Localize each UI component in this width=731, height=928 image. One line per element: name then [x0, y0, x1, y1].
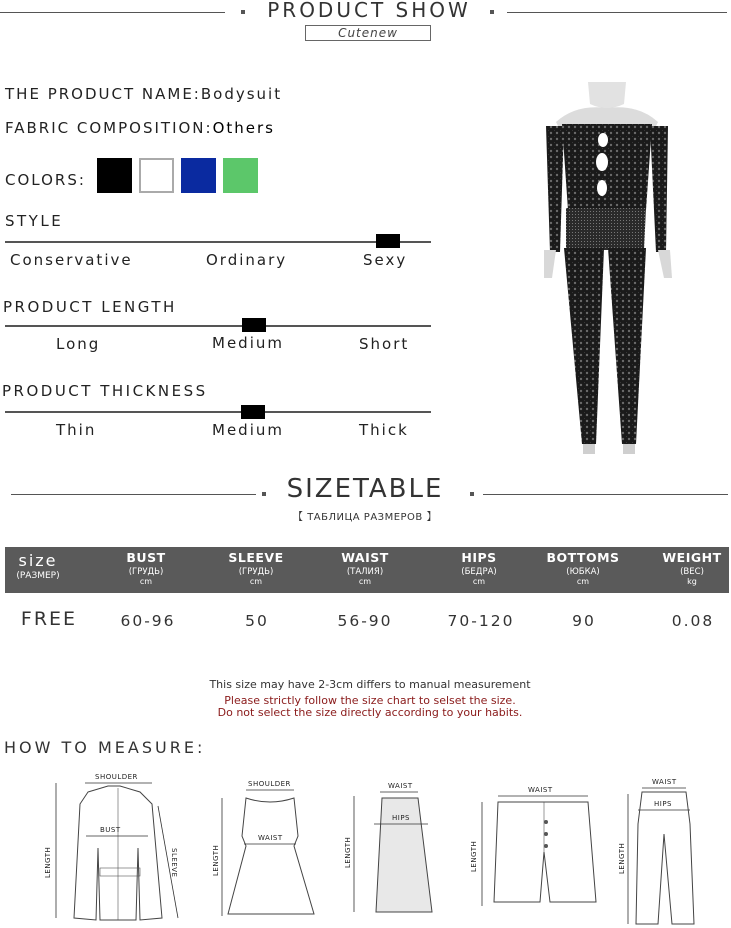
th-size-ru: (РАЗМЕР): [16, 571, 60, 581]
length-marker: [242, 318, 266, 332]
dress-length-label: LENGTH: [212, 844, 220, 876]
note-measurement: This size may have 2-3cm differs to manual measurement: [209, 678, 531, 691]
header-dot-left: [241, 10, 245, 14]
jacket-sleeve-label: SLEEVE: [170, 848, 178, 878]
length-title: PRODUCT LENGTH: [3, 298, 177, 316]
th-sleeve-unit: cm: [249, 577, 263, 586]
style-label-sexy: Sexy: [363, 251, 408, 269]
product-name-line: [5, 85, 282, 103]
thickness-label-thick: Thick: [359, 421, 409, 439]
sizetable-rule-left: [11, 494, 256, 495]
product-name-value: Bodysuit: [200, 85, 283, 103]
shorts-waist-label: WAIST: [528, 786, 553, 794]
sizetable-rule-right: [483, 494, 728, 495]
skirt-measure-diagram: [340, 778, 440, 918]
pants-measure-diagram: [612, 774, 712, 928]
th-size-label: size: [18, 551, 58, 570]
header-dot-right: [490, 10, 494, 14]
th-waist-unit: cm: [358, 577, 372, 586]
th-bust-unit: cm: [139, 577, 153, 586]
cell-size: FREE: [20, 608, 78, 630]
sizetable-title: SIZETABLE: [286, 474, 444, 504]
th-bottoms-name: BOTTOMS: [546, 550, 620, 565]
sizetable-dot-left: [262, 492, 266, 496]
sizetable-subtitle: 【 ТАБЛИЦА РАЗМЕРОВ 】: [293, 512, 437, 523]
cell-hips: 70-120: [447, 612, 515, 630]
skirt-hips-label: HIPS: [392, 814, 410, 822]
pants-hips-label: HIPS: [654, 800, 672, 808]
thickness-label-medium: Medium: [212, 421, 284, 439]
th-bottoms-unit: cm: [576, 577, 590, 586]
jacket-measure-diagram: [40, 768, 190, 928]
cell-weight: 0.08: [671, 612, 715, 630]
th-sleeve-name: SLEEVE: [228, 550, 284, 565]
cell-bust: 60-96: [120, 612, 176, 630]
th-weight-unit: kg: [687, 577, 697, 586]
style-label-conservative: Conservative: [10, 251, 133, 269]
jacket-shoulder-label: SHOULDER: [95, 773, 138, 781]
th-bust: [101, 547, 191, 586]
dress-measure-diagram: [206, 776, 316, 926]
product-name-label: THE PRODUCT NAME:: [5, 85, 201, 103]
th-hips-name: HIPS: [461, 550, 497, 565]
header-rule-left: [0, 12, 225, 13]
length-track: [5, 325, 431, 327]
style-track: [5, 241, 431, 243]
product-photo: [536, 82, 678, 457]
th-weight-name: WEIGHT: [662, 550, 722, 565]
dress-waist-label: WAIST: [258, 834, 283, 842]
jacket-length-label: LENGTH: [44, 846, 52, 878]
note-follow-chart: Please strictly follow the size chart to selset the size.: [224, 694, 516, 707]
th-bust-ru: (ГРУДЬ): [128, 567, 164, 577]
th-waist: [320, 547, 410, 586]
note-habits: Do not select the size directly according to your habits.: [217, 706, 523, 719]
colors-label: COLORS:: [5, 171, 86, 189]
th-bottoms-ru: (ЮБКА): [566, 567, 600, 577]
th-hips: [434, 547, 524, 586]
sizetable-dot-right: [470, 492, 474, 496]
shorts-measure-diagram: [466, 782, 606, 912]
thickness-label-thin: Thin: [56, 421, 97, 439]
th-waist-name: WAIST: [341, 550, 389, 565]
color-swatch-blue[interactable]: [181, 158, 216, 193]
skirt-waist-label: WAIST: [388, 782, 413, 790]
th-sleeve: [211, 547, 301, 586]
cell-bottoms: 90: [572, 612, 596, 630]
fabric-label: FABRIC COMPOSITION:: [5, 119, 213, 137]
th-bottoms: [538, 547, 628, 586]
style-label-ordinary: Ordinary: [206, 251, 288, 269]
th-hips-unit: cm: [472, 577, 486, 586]
th-waist-ru: (ТАЛИЯ): [346, 567, 384, 577]
length-label-long: Long: [56, 335, 101, 353]
style-marker: [376, 234, 400, 248]
th-weight: [647, 547, 731, 586]
pants-waist-label: WAIST: [652, 778, 677, 786]
thickness-title: PRODUCT THICKNESS: [2, 382, 208, 400]
th-size: [5, 547, 71, 581]
fabric-line: [5, 119, 275, 137]
th-bust-name: BUST: [126, 550, 166, 565]
color-swatch-white[interactable]: [139, 158, 174, 193]
how-to-measure-title: HOW TO MEASURE:: [4, 738, 206, 757]
cell-waist: 56-90: [337, 612, 393, 630]
th-sleeve-ru: (ГРУДЬ): [238, 567, 274, 577]
th-weight-ru: (BEC): [680, 567, 704, 577]
color-swatch-green[interactable]: [223, 158, 258, 193]
thickness-marker: [241, 405, 265, 419]
th-hips-ru: (БЕДРА): [461, 567, 497, 577]
jacket-bust-label: BUST: [100, 826, 121, 834]
skirt-length-label: LENGTH: [344, 836, 352, 868]
cell-sleeve: 50: [245, 612, 269, 630]
length-label-medium: Medium: [212, 334, 284, 352]
header-rule-right: [507, 12, 727, 13]
length-label-short: Short: [359, 335, 410, 353]
fabric-value: Others: [212, 119, 275, 137]
dress-shoulder-label: SHOULDER: [248, 780, 291, 788]
shorts-length-label: LENGTH: [470, 840, 478, 872]
brand-label: Cutenew: [305, 25, 431, 41]
pants-length-label: LENGTH: [618, 842, 626, 874]
page-title: PRODUCT SHOW: [267, 0, 471, 22]
color-swatch-black[interactable]: [97, 158, 132, 193]
size-table-header: [5, 547, 729, 593]
thickness-track: [5, 411, 431, 413]
style-title: STYLE: [5, 212, 64, 230]
